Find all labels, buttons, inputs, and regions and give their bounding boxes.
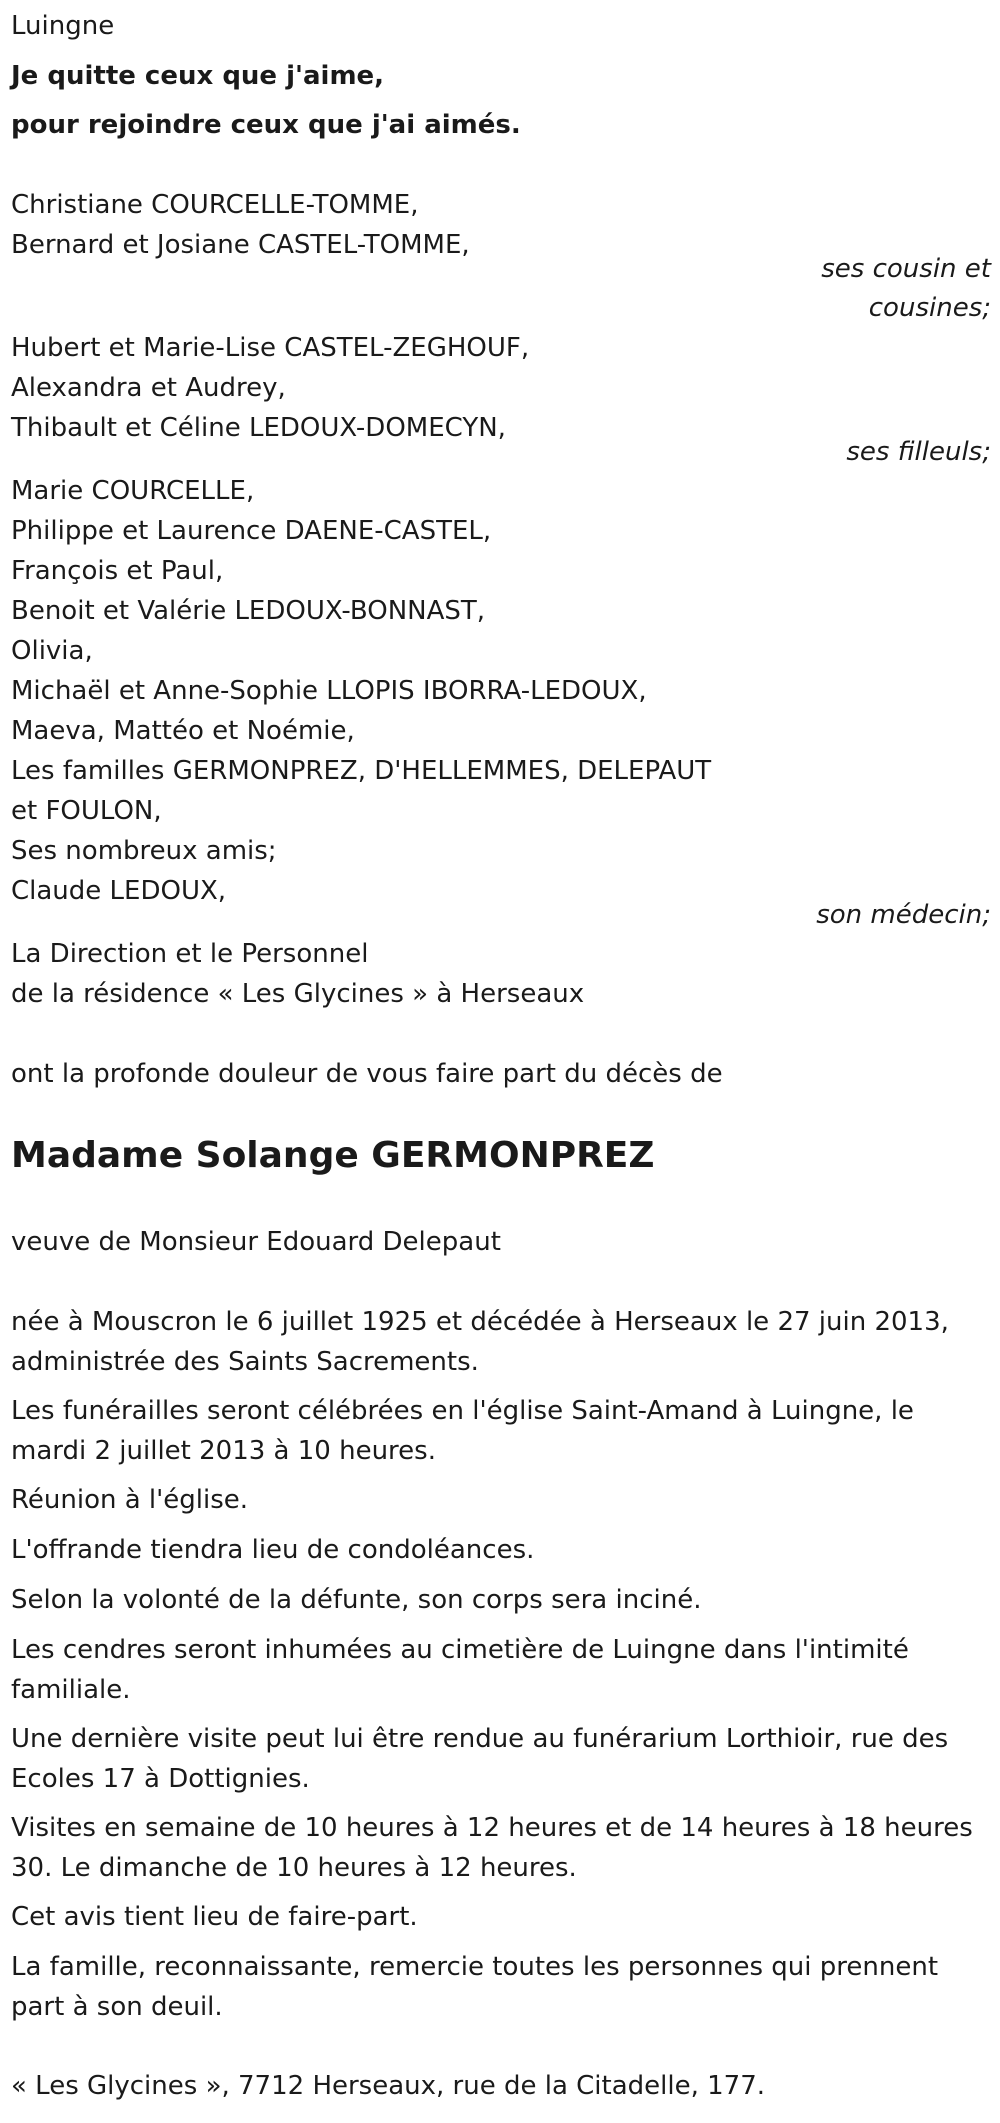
widow-of-text: veuve de Monsieur Edouard Delepaut: [11, 1227, 501, 1257]
family-member: Alexandra et Audrey,: [11, 373, 286, 403]
paragraph: Réunion à l'église.: [11, 1485, 249, 1515]
family-member: Bernard et Josiane CASTEL-TOMME,: [11, 230, 470, 260]
city-label: Luingne: [11, 11, 115, 41]
family-member: Maeva, Mattéo et Noémie,: [11, 716, 355, 746]
family-member: Thibault et Céline LEDOUX-DOMECYN,: [11, 413, 506, 443]
paragraph: Les funérailles seront célébrées en l'église Saint-Amand à Luingne, le mardi 2 juillet 2013 à 10 heures.: [11, 1396, 914, 1466]
family-member: Michaël et Anne-Sophie LLOPIS IBORRA-LEDOUX,: [11, 676, 647, 706]
family-member: Benoit et Valérie LEDOUX-BONNAST,: [11, 596, 486, 626]
relation-label: son médecin;: [816, 900, 991, 930]
quote-line-2: pour rejoindre ceux que j'ai aimés.: [11, 110, 521, 140]
direction-line-1: La Direction et le Personnel: [11, 939, 369, 969]
relation-label: ses filleuls;: [846, 437, 991, 467]
paragraph: née à Mouscron le 6 juillet 1925 et décédée à Herseaux le 27 juin 2013, administrée des Saints Sacrements.: [11, 1307, 949, 1377]
family-member: François et Paul,: [11, 556, 224, 586]
relation-label: ses cousin et: [821, 254, 991, 284]
deceased-name: Madame Solange GERMONPREZ: [11, 1135, 655, 1176]
paragraph: Selon la volonté de la défunte, son corps sera inciné.: [11, 1585, 702, 1615]
paragraph: Les cendres seront inhumées au cimetière de Luingne dans l'intimité familiale.: [11, 1635, 909, 1705]
family-member: Olivia,: [11, 636, 93, 666]
relation-label: cousines;: [868, 293, 991, 323]
address-line: « Les Glycines », 7712 Herseaux, rue de la Citadelle, 177.: [11, 2071, 766, 2101]
family-member: Philippe et Laurence DAENE-CASTEL,: [11, 516, 492, 546]
paragraph: Une dernière visite peut lui être rendue au funérarium Lorthioir, rue des Ecoles 17 à Dottignies.: [11, 1724, 949, 1794]
paragraph: L'offrande tiendra lieu de condoléances.: [11, 1535, 535, 1565]
quote-line-1: Je quitte ceux que j'aime,: [11, 61, 385, 91]
family-member: Ses nombreux amis;: [11, 836, 277, 866]
announcement-text: ont la profonde douleur de vous faire part du décès de: [11, 1059, 723, 1089]
paragraph: Visites en semaine de 10 heures à 12 heures et de 14 heures à 18 heures 30. Le dimanche de 10 heures à 12 heures.: [11, 1813, 973, 1883]
family-member: et FOULON,: [11, 796, 162, 826]
family-member: Claude LEDOUX,: [11, 876, 227, 906]
direction-line-2: de la résidence « Les Glycines » à Herseaux: [11, 979, 585, 1009]
family-member: Hubert et Marie-Lise CASTEL-ZEGHOUF,: [11, 333, 530, 363]
family-member: Christiane COURCELLE-TOMME,: [11, 190, 419, 220]
paragraph: Cet avis tient lieu de faire-part.: [11, 1902, 418, 1932]
family-member: Les familles GERMONPREZ, D'HELLEMMES, DELEPAUT: [11, 756, 712, 786]
paragraph: La famille, reconnaissante, remercie toutes les personnes qui prennent part à son deuil.: [11, 1952, 939, 2022]
family-member: Marie COURCELLE,: [11, 476, 255, 506]
